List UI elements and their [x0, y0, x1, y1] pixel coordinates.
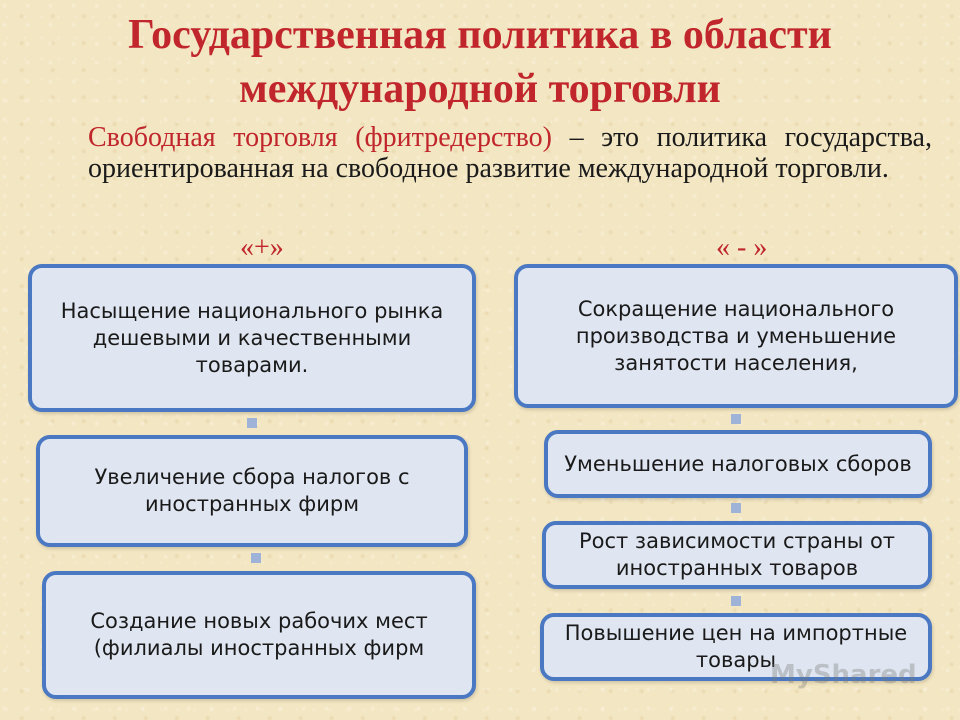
pro-box-3: Создание новых рабочих мест (филиалы иностранных фирм	[42, 571, 476, 699]
cons-header: « - »	[716, 232, 768, 263]
definition-body: – это политика государства, ориентированная на свободное развитие международной торговли.	[88, 122, 932, 184]
watermark-logo: MyShared	[770, 660, 917, 690]
connector-arrow	[731, 503, 741, 513]
con-box-1: Сокращение национального производства и уменьшение занятости населения,	[514, 264, 958, 408]
con-box-2: Уменьшение налоговых сборов	[544, 430, 932, 498]
slide-title: Государственная политика в области международной торговли	[128, 12, 832, 112]
con-box-3: Рост зависимости страны от иностранных товаров	[542, 521, 932, 589]
connector-arrow	[247, 418, 257, 428]
con-box-4: Повышение цен на импортные товары	[540, 613, 932, 681]
pros-header: «+»	[240, 232, 284, 263]
connector-arrow	[251, 553, 261, 563]
definition-term: Свободная торговля (фритредерство)	[88, 122, 552, 153]
pro-box-2: Увеличение сбора налогов с иностранных фирм	[36, 435, 468, 547]
definition-text	[88, 122, 932, 184]
pro-box-1: Насыщение национального рынка дешевыми и качественными товарами.	[28, 264, 476, 412]
connector-arrow	[731, 414, 741, 424]
connector-arrow	[731, 596, 741, 606]
